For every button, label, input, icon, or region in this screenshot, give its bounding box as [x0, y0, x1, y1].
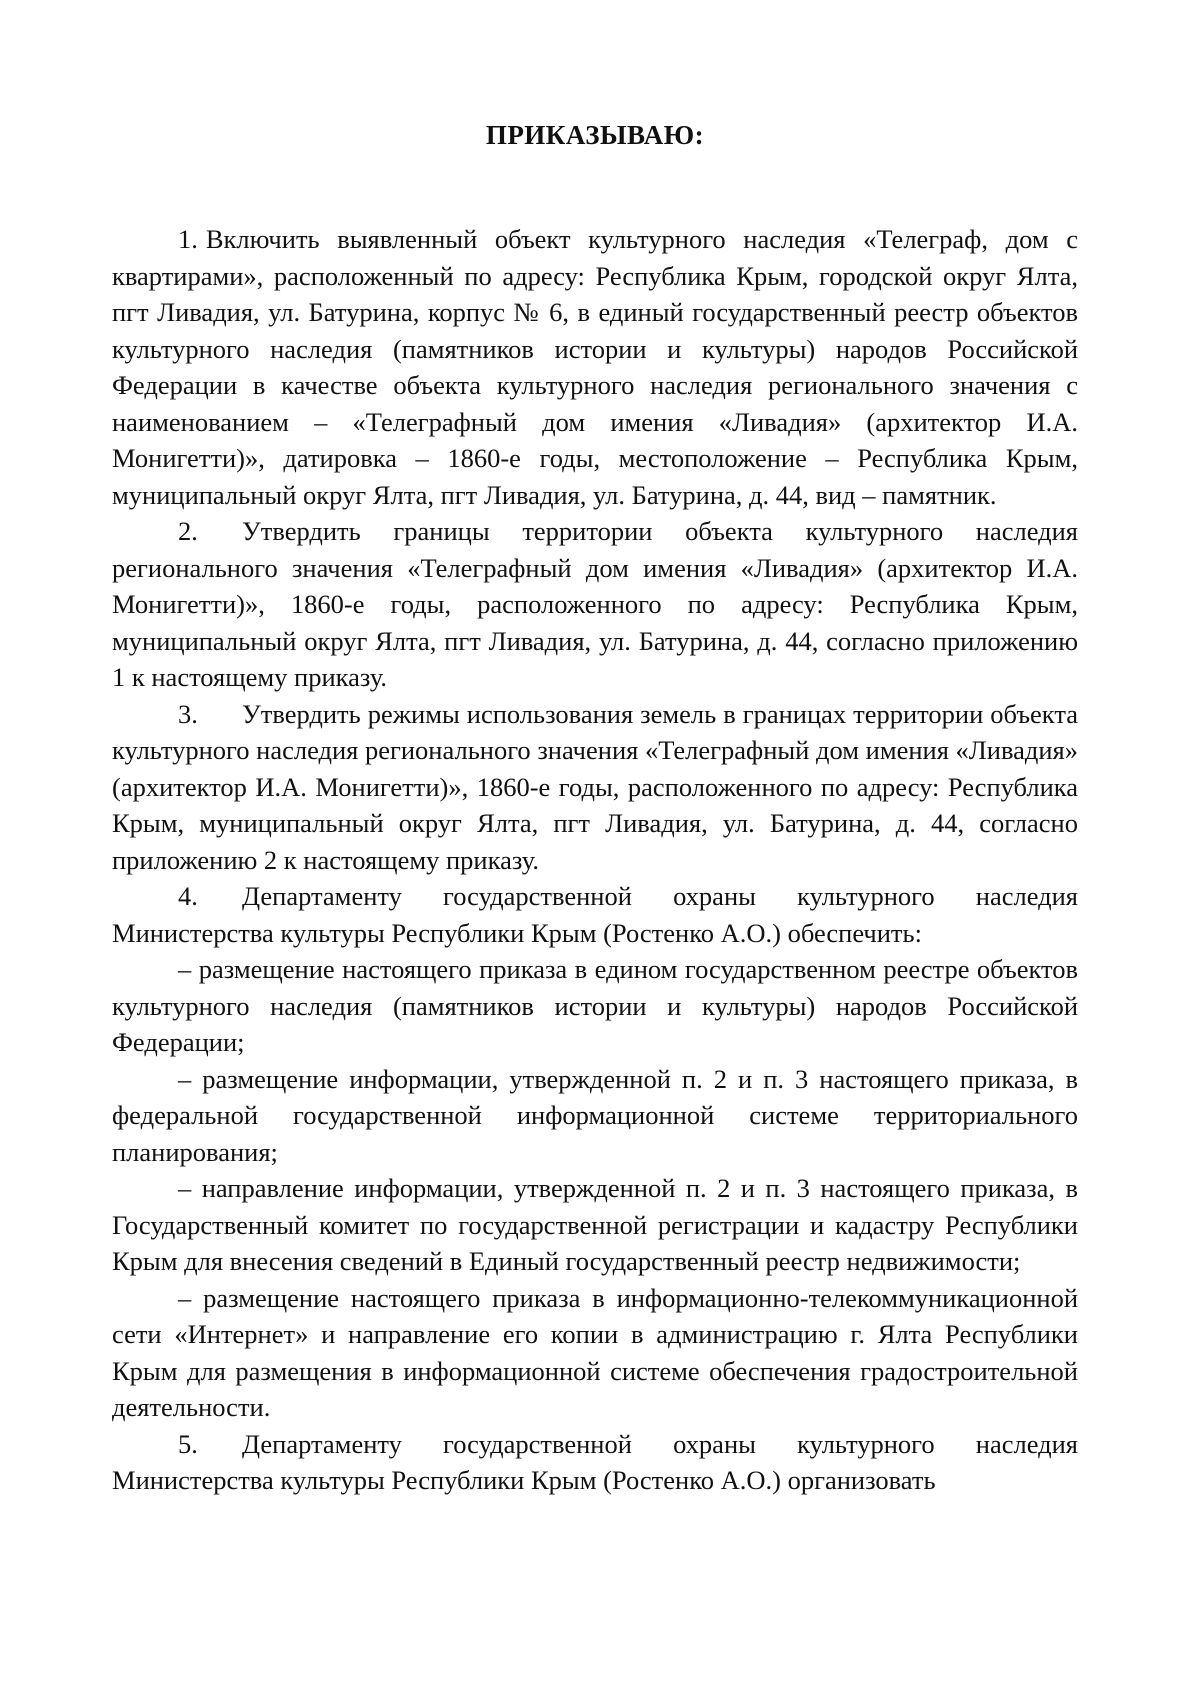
- sub-item-1: – размещение настоящего приказа в едином государственном реестре объектов культурного наследия (памятников истории и культуры) народов Российской Федерации;: [112, 954, 1078, 1057]
- item-text: Утвердить режимы использования земель в границах территории объекта культурного наследия регионального значения «Телеграфный дом имения «Ливадия» (архитектор И.А. Монигетти)», 1860-е годы, расположенного по адресу: Республика Крым, муниципальный округ Ялта, пгт Ливадия, ул. Батурина, д. 44, согласно приложению 2 к настоящему приказу.: [112, 698, 1078, 875]
- order-item-3: [112, 696, 1078, 879]
- item-number: 2.: [178, 516, 198, 546]
- order-item-1: [112, 221, 1078, 513]
- item-number: 1.: [178, 224, 198, 254]
- sub-item-4: – размещение настоящего приказа в информационно-телекоммуникационной сети «Интернет» и направление его копии в администрацию г. Ялта Республики Крым для размещения в информационной системе обеспечения градостроительной деятельности.: [112, 1282, 1078, 1422]
- item-text: Включить выявленный объект культурного наследия «Телеграф, дом с квартирами», расположенный по адресу: Республика Крым, городской округ Ялта, пгт Ливадия, ул. Батурина, корпус № 6, в единый государственный реестр объектов культурного наследия (памятников истории и культуры) народов Российской Федерации в качестве объекта культурного наследия регионального значения с наименованием – «Телеграфный дом имения «Ливадия» (архитектор И.А. Монигетти)», датировка – 1860-е годы, местоположение – Республика Крым, муниципальный округ Ялта, пгт Ливадия, ул. Батурина, д. 44, вид – памятник.: [112, 224, 1078, 510]
- sub-item-2: – размещение информации, утвержденной п. 2 и п. 3 настоящего приказа, в федеральной государственной информационной системе территориального планирования;: [112, 1063, 1078, 1167]
- item-number: 4.: [178, 881, 198, 911]
- item-text: Утвердить границы территории объекта культурного наследия регионального значения «Телеграфный дом имения «Ливадия» (архитектор И.А. Монигетти)», 1860-е годы, расположенного по адресу: Республика Крым, муниципальный округ Ялта, пгт Ливадия, ул. Батурина, д. 44, согласно приложению 1 к настоящему приказу.: [112, 516, 1078, 692]
- item-number: 5.: [178, 1428, 198, 1459]
- item-number: 3.: [178, 698, 198, 729]
- order-item-2: [112, 513, 1078, 696]
- item-text: Департаменту государственной охраны культурного наследия Министерства культуры Республики Крым (Ростенко А.О.) обеспечить:: [112, 881, 1078, 948]
- document-page: [112, 120, 1078, 1499]
- sub-item-3: – направление информации, утвержденной п. 2 и п. 3 настоящего приказа, в Государственный комитет по государственной регистрации и кадастру Республики Крым для внесения сведений в Единый государственный реестр недвижимости;: [112, 1173, 1078, 1276]
- order-item-4: [112, 878, 1078, 951]
- document-heading: ПРИКАЗЫВАЮ:: [485, 120, 705, 150]
- item-text: Департаменту государственной охраны культурного наследия Министерства культуры Республики Крым (Ростенко А.О.) организовать: [112, 1428, 1078, 1495]
- order-item-5: [112, 1426, 1078, 1499]
